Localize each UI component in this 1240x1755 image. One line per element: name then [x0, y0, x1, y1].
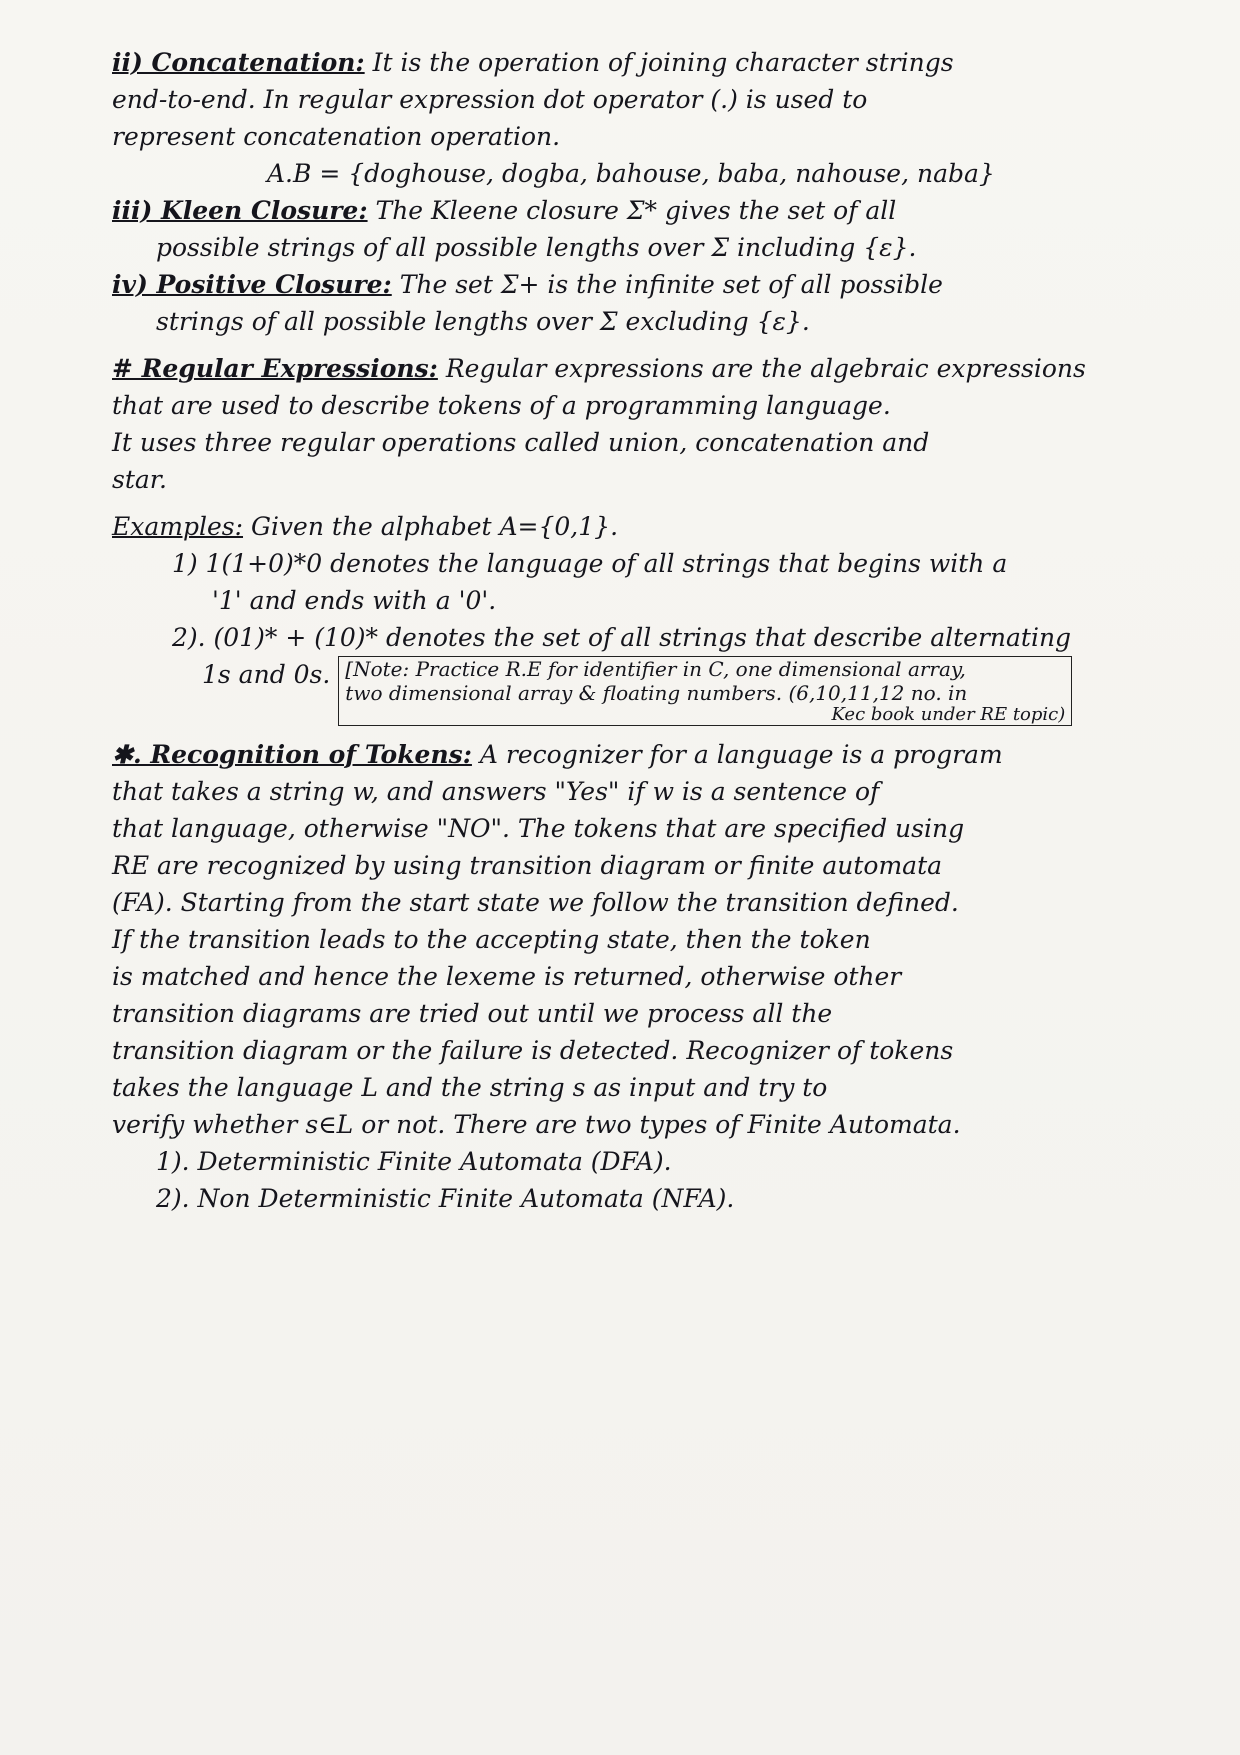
examples-heading: Examples: [112, 512, 244, 541]
positive-line-1 [112, 266, 1170, 303]
kleene-text-1: The Kleene closure Σ* gives the set of all [375, 196, 897, 225]
example-2-line-2 [112, 656, 1170, 726]
concatenation-heading: ii) Concatenation: [112, 48, 365, 77]
regex-line-4: star. [112, 465, 167, 494]
example-2-text-2: 1s and 0s. [202, 660, 331, 689]
regex-text-1: Regular expressions are the algebraic expressions [445, 354, 1086, 383]
example-2-line-1: 2). (01)* + (10)* denotes the set of all strings that describe alternating [172, 623, 1072, 652]
concatenation-line-3: represent concatenation operation. [112, 122, 561, 151]
note-line-3: Kec book under RE topic) [831, 704, 1066, 725]
concatenation-line-2: end-to-end. In regular expression dot operator (.) is used to [112, 85, 868, 114]
automata-type-nfa: 2). Non Deterministic Finite Automata (NFA). [156, 1184, 735, 1213]
example-1-line-2: '1' and ends with a '0'. [212, 586, 497, 615]
regex-line-2: that are used to describe tokens of a programming language. [112, 391, 891, 420]
recognition-line-4: RE are recognized by using transition diagram or finite automata [112, 851, 943, 880]
recognition-text-1: A recognizer for a language is a program [479, 740, 1003, 769]
practice-note-box [338, 656, 1072, 726]
recognition-line-7: is matched and hence the lexeme is returned, otherwise other [112, 962, 902, 991]
recognition-line-10: takes the language L and the string s as input and try to [112, 1073, 828, 1102]
automata-type-dfa: 1). Deterministic Finite Automata (DFA). [156, 1147, 672, 1176]
examples-text-1: Given the alphabet A={0,1}. [250, 512, 619, 541]
recognition-line-6: If the transition leads to the accepting state, then the token [112, 925, 871, 954]
recognition-line-11: verify whether s∈L or not. There are two types of Finite Automata. [112, 1110, 961, 1139]
examples-line-1 [112, 508, 1170, 545]
recognition-line-5: (FA). Starting from the start state we follow the transition defined. [112, 888, 959, 917]
concatenation-line-1 [112, 44, 1170, 81]
note-line-2: two dimensional array & floating numbers. (6,10,11,12 no. in [345, 681, 968, 705]
kleene-heading: iii) Kleen Closure: [112, 196, 368, 225]
concatenation-example: A.B = {doghouse, dogba, bahouse, baba, nahouse, naba} [267, 159, 995, 188]
regex-heading: # Regular Expressions: [112, 354, 438, 383]
example-1-line-1: 1) 1(1+0)*0 denotes the language of all strings that begins with a [172, 549, 1008, 578]
recognition-line-2: that takes a string w, and answers "Yes" if w is a sentence of [112, 777, 880, 806]
concatenation-text-1: It is the operation of joining character strings [372, 48, 954, 77]
positive-heading: iv) Positive Closure: [112, 270, 392, 299]
recognition-line-3: that language, otherwise "NO". The tokens that are specified using [112, 814, 965, 843]
regex-line-3: It uses three regular operations called union, concatenation and [112, 428, 930, 457]
recognition-line-9: transition diagram or the failure is detected. Recognizer of tokens [112, 1036, 954, 1065]
positive-text-1: The set Σ+ is the infinite set of all possible [399, 270, 943, 299]
recognition-line-8: transition diagrams are tried out until we process all the [112, 999, 833, 1028]
kleene-line-2: possible strings of all possible lengths over Σ including {ε}. [156, 233, 917, 262]
recognition-heading: ✱. Recognition of Tokens: [112, 740, 472, 769]
regex-line-1 [112, 350, 1170, 387]
kleene-line-1 [112, 192, 1170, 229]
note-line-1: [Note: Practice R.E for identifier in C, one dimensional array, [345, 657, 966, 681]
positive-line-2: strings of all possible lengths over Σ excluding {ε}. [156, 307, 810, 336]
recognition-line-1 [112, 736, 1170, 773]
